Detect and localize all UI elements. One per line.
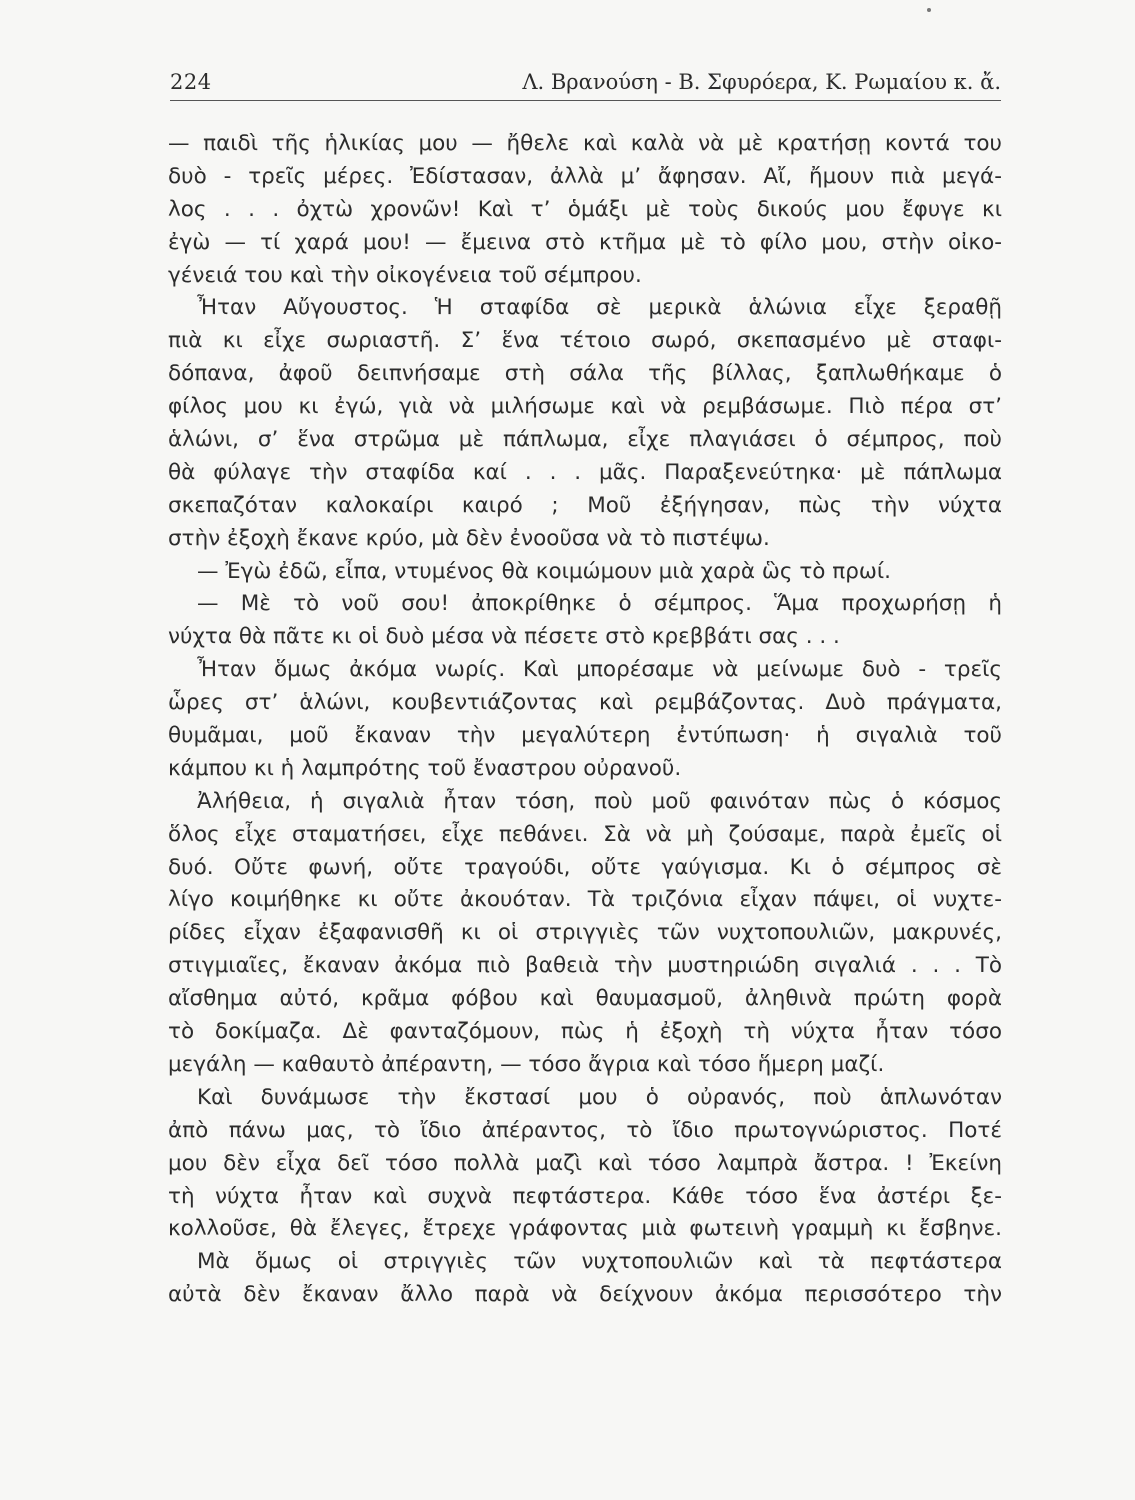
text-line: νύχτα θὰ πᾶτε κι οἱ δυὸ μέσα νὰ πέσετε στὸ κρεββάτι σας . . . bbox=[168, 624, 840, 650]
text-line: δυό. Οὔτε φωνή, οὔτε τραγούδι, οὔτε γαύγισμα. Κι ὁ σέμπρος σὲ bbox=[168, 854, 1002, 880]
text-line: ἀπὸ πάνω μας, τὸ ἴδιο ἀπέραντος, τὸ ἴδιο πρωτογνώριστος. Ποτέ bbox=[168, 1117, 1002, 1143]
text-line: σκεπαζόταν καλοκαίρι καιρό ; Μοῦ ἐξήγησαν, πὼς τὴν νύχτα bbox=[168, 492, 1002, 518]
text-line: αἴσθημα αὐτό, κρᾶμα φόβου καὶ θαυμασμοῦ, ἀληθινὰ πρώτη φορὰ bbox=[168, 986, 1002, 1012]
print-speck bbox=[927, 8, 931, 12]
text-line: μου δὲν εἶχα δεῖ τόσο πολλὰ μαζὶ καὶ τόσο λαμπρὰ ἄστρα. ! Ἐκείνη bbox=[168, 1150, 1002, 1176]
text-line: ἁλώνι, σ’ ἕνα στρῶμα μὲ πάπλωμα, εἶχε πλαγιάσει ὁ σέμπρος, ποὺ bbox=[168, 427, 1002, 453]
text-line: — Ἐγὼ ἐδῶ, εἶπα, ντυμένος θὰ κοιμώμουν μιὰ χαρὰ ὣς τὸ πρωί. bbox=[197, 558, 891, 584]
text-line: θὰ φύλαγε τὴν σταφίδα καί . . . μᾶς. Παραξενεύτηκα· μὲ πάπλωμα bbox=[168, 459, 1002, 485]
text-line: λος . . . ὀχτὼ χρονῶν! Καὶ τ’ ὁμάξι μὲ τοὺς δικούς μου ἔφυγε κι bbox=[168, 196, 1002, 222]
text-line: δυὸ - τρεῖς μέρες. Ἐδίστασαν, ἀλλὰ μ’ ἄφησαν. Αἴ, ἤμουν πιὰ μεγά- bbox=[168, 163, 1002, 189]
text-line: τὴ νύχτα ἦταν καὶ συχνὰ πεφτάστερα. Κάθε τόσο ἕνα ἀστέρι ξε- bbox=[168, 1183, 1002, 1209]
text-line: γένειά του καὶ τὴν οἰκογένεια τοῦ σέμπρου. bbox=[168, 262, 642, 288]
text-line: λίγο κοιμήθηκε κι οὔτε ἀκουόταν. Τὰ τριζόνια εἶχαν πάψει, οἱ νυχτε- bbox=[168, 887, 1002, 913]
text-line: δόπανα, ἀφοῦ δειπνήσαμε στὴ σάλα τῆς βίλλας, ξαπλωθήκαμε ὁ bbox=[168, 361, 1002, 387]
text-line: πιὰ κι εἶχε σωριαστῆ. Σ’ ἕνα τέτοιο σωρό, σκεπασμένο μὲ σταφι- bbox=[168, 328, 1002, 354]
text-line: Ἀλήθεια, ἡ σιγαλιὰ ἦταν τόση, ποὺ μοῦ φαινόταν πὼς ὁ κόσμος bbox=[197, 788, 1002, 814]
page-header bbox=[170, 66, 1001, 101]
text-line: ἐγὼ — τί χαρά μου! — ἔμεινα στὸ κτῆμα μὲ τὸ φίλο μου, στὴν οἰκο- bbox=[168, 229, 1002, 255]
text-line: θυμᾶμαι, μοῦ ἔκαναν τὴν μεγαλύτερη ἐντύπωση· ἡ σιγαλιὰ τοῦ bbox=[168, 723, 1002, 749]
text-line: — Μὲ τὸ νοῦ σου! ἀποκρίθηκε ὁ σέμπρος. Ἅμα προχωρήσῃ ἡ bbox=[197, 591, 1002, 617]
running-head: Λ. Βρανούση - Β. Σφυρόερα, Κ. Ρωμαίου κ. ἄ. bbox=[522, 70, 1001, 94]
text-line: Καὶ δυνάμωσε τὴν ἔκστασί μου ὁ οὐρανός, ποὺ ἁπλωνόταν bbox=[197, 1084, 1002, 1110]
text-line: Ἦταν ὅμως ἀκόμα νωρίς. Καὶ μπορέσαμε νὰ μείνωμε δυὸ - τρεῖς bbox=[197, 657, 1002, 683]
body-text bbox=[168, 128, 1002, 1312]
text-line: μεγάλη — καθαυτὸ ἀπέραντη, — τόσο ἄγρια καὶ τόσο ἥμερη μαζί. bbox=[168, 1051, 885, 1077]
text-line: κολλοῦσε, θὰ ἔλεγες, ἔτρεχε γράφοντας μιὰ φωτεινὴ γραμμὴ κι ἔσβηνε. bbox=[168, 1216, 1002, 1242]
page-number: 224 bbox=[170, 70, 212, 94]
text-line: αὐτὰ δὲν ἔκαναν ἄλλο παρὰ νὰ δείχνουν ἀκόμα περισσότερο τὴν bbox=[168, 1282, 1002, 1308]
text-line: Ἦταν Αὔγουστος. Ἡ σταφίδα σὲ μερικὰ ἁλώνια εἶχε ξεραθῇ bbox=[197, 295, 1002, 321]
text-line: Μὰ ὅμως οἱ στριγγιὲς τῶν νυχτοπουλιῶν καὶ τὰ πεφτάστερα bbox=[197, 1249, 1002, 1275]
text-line: φίλος μου κι ἐγώ, γιὰ νὰ μιλήσωμε καὶ νὰ ρεμβάσωμε. Πιὸ πέρα στ’ bbox=[168, 394, 1002, 420]
text-line: ὅλος εἶχε σταματήσει, εἶχε πεθάνει. Σὰ νὰ μὴ ζούσαμε, παρὰ ἐμεῖς οἱ bbox=[168, 821, 1002, 847]
text-line: ὧρες στ’ ἁλώνι, κουβεντιάζοντας καὶ ρεμβάζοντας. Δυὸ πράγματα, bbox=[168, 690, 1002, 716]
text-line: ρίδες εἶχαν ἐξαφανισθῆ κι οἱ στριγγιὲς τῶν νυχτοπουλιῶν, μακρυνές, bbox=[168, 920, 1002, 946]
text-line: — παιδὶ τῆς ἡλικίας μου — ἤθελε καὶ καλὰ νὰ μὲ κρατήσῃ κοντά του bbox=[168, 131, 1002, 156]
text-line: στιγμιαῖες, ἔκαναν ἀκόμα πιὸ βαθειὰ τὴν μυστηριώδη σιγαλιά . . . Τὸ bbox=[168, 953, 1002, 979]
text-line: στὴν ἐξοχὴ ἔκανε κρύο, μὰ δὲν ἐνοοῦσα νὰ τὸ πιστέψω. bbox=[168, 525, 770, 551]
text-line: τὸ δοκίμαζα. Δὲ φανταζόμουν, πὼς ἡ ἐξοχὴ τὴ νύχτα ἦταν τόσο bbox=[168, 1019, 1002, 1045]
text-line: κάμπου κι ἡ λαμπρότης τοῦ ἔναστρου οὐρανοῦ. bbox=[168, 755, 682, 781]
